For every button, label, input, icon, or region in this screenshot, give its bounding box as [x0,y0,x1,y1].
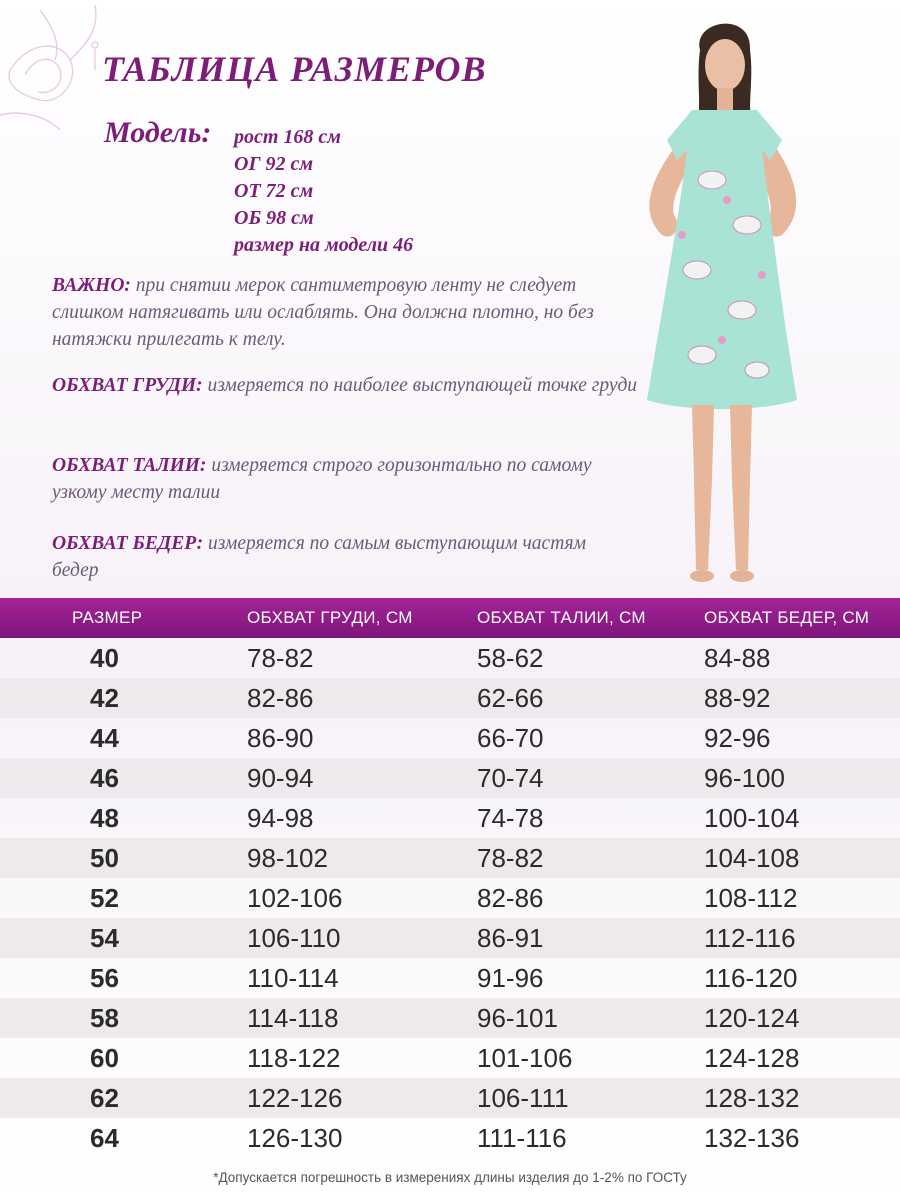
cell-waist: 62-66 [477,682,544,713]
cell-size: 58 [90,1002,119,1033]
table-header-row [0,598,900,638]
cell-waist: 106-111 [477,1082,569,1113]
cell-chest: 90-94 [247,762,314,793]
cell-waist: 74-78 [477,802,544,833]
header-waist: ОБХВАТ ТАЛИИ, СМ [477,608,646,627]
cell-chest: 94-98 [247,802,314,833]
cell-hips: 132-136 [704,1122,800,1153]
model-waist: ОТ 72 см [234,180,314,202]
note-hips [52,530,627,584]
cell-size: 52 [90,882,119,913]
model-hips: ОБ 98 см [234,207,314,229]
cell-hips: 112-116 [704,922,796,953]
cell-chest: 82-86 [247,682,314,713]
page-title: ТАБЛИЦА РАЗМЕРОВ [102,49,487,89]
cell-size: 64 [90,1122,119,1153]
cell-waist: 86-91 [477,922,544,953]
cell-hips: 96-100 [704,762,785,793]
cell-hips: 104-108 [704,842,800,873]
cell-chest: 106-110 [247,922,341,953]
note-important [52,272,627,353]
table-row [0,998,900,1038]
cell-size: 56 [90,962,119,993]
note-important-text: при снятии мерок сантиметровую ленту не следует слишком натягивать или ослаблять. Она должна плотно, но без натяжки прилегать к телу. [52,275,594,350]
model-size: размер на модели 46 [234,234,414,256]
table-body [0,638,900,1158]
cell-hips: 120-124 [704,1002,800,1033]
model-measurements [234,124,413,259]
cell-chest: 86-90 [247,722,314,753]
table-row [0,678,900,718]
note-waist [52,452,612,506]
model-photo [622,10,822,595]
note-hips-text: измеряется по самым выступающим частям бедер [52,533,587,581]
cell-size: 44 [90,722,119,753]
cell-hips: 100-104 [704,802,800,833]
table-row [0,1118,900,1158]
cell-chest: 126-130 [247,1122,343,1153]
header-size: РАЗМЕР [72,608,143,627]
table-row [0,1078,900,1118]
table-row [0,798,900,838]
cell-size: 60 [90,1042,119,1073]
cell-waist: 111-116 [477,1122,567,1153]
note-hips-lead: ОБХВАТ БЕДЕР: [52,533,204,554]
cell-waist: 66-70 [477,722,544,753]
table-row [0,1038,900,1078]
cell-chest: 114-118 [247,1002,339,1033]
table-row [0,838,900,878]
cell-hips: 116-120 [704,962,798,993]
table-row [0,878,900,918]
header-chest: ОБХВАТ ГРУДИ, СМ [247,608,413,627]
cell-hips: 92-96 [704,722,771,753]
cell-chest: 78-82 [247,642,314,673]
table-row [0,958,900,998]
size-table [0,598,900,1158]
cell-hips: 128-132 [704,1082,800,1113]
cell-size: 42 [90,682,119,713]
cell-waist: 70-74 [477,762,544,793]
cell-waist: 78-82 [477,842,544,873]
cell-chest: 102-106 [247,882,343,913]
header-hips: ОБХВАТ БЕДЕР, СМ [704,608,870,627]
cell-chest: 110-114 [247,962,339,993]
note-chest-lead: ОБХВАТ ГРУДИ: [52,375,203,396]
cell-waist: 58-62 [477,642,544,673]
cell-waist: 82-86 [477,882,544,913]
model-height: рост 168 см [234,126,342,148]
cell-size: 62 [90,1082,119,1113]
cell-chest: 118-122 [247,1042,341,1073]
cell-chest: 98-102 [247,842,328,873]
cell-waist: 96-101 [477,1002,558,1033]
model-label: Модель: [104,116,212,149]
cell-size: 54 [90,922,119,953]
cell-size: 40 [90,642,119,673]
note-waist-text: измеряется строго горизонтально по самому узкому месту талии [52,455,592,503]
table-row [0,718,900,758]
table-row [0,918,900,958]
note-waist-lead: ОБХВАТ ТАЛИИ: [52,455,207,476]
table-row [0,638,900,678]
cell-hips: 108-112 [704,882,798,913]
note-chest-text: измеряется по наиболее выступающей точке груди [202,375,638,396]
cell-hips: 84-88 [704,642,771,673]
cell-chest: 122-126 [247,1082,343,1113]
cell-hips: 124-128 [704,1042,800,1073]
cell-waist: 101-106 [477,1042,573,1073]
cell-size: 46 [90,762,119,793]
cell-hips: 88-92 [704,682,771,713]
table-row [0,758,900,798]
cell-waist: 91-96 [477,962,544,993]
note-important-lead: ВАЖНО: [52,275,131,296]
footnote: *Допускается погрешность в измерениях длины изделия до 1-2% по ГОСТу [213,1170,687,1185]
cell-size: 48 [90,802,119,833]
note-chest [52,372,642,399]
model-chest: ОГ 92 см [234,153,314,175]
cell-size: 50 [90,842,119,873]
